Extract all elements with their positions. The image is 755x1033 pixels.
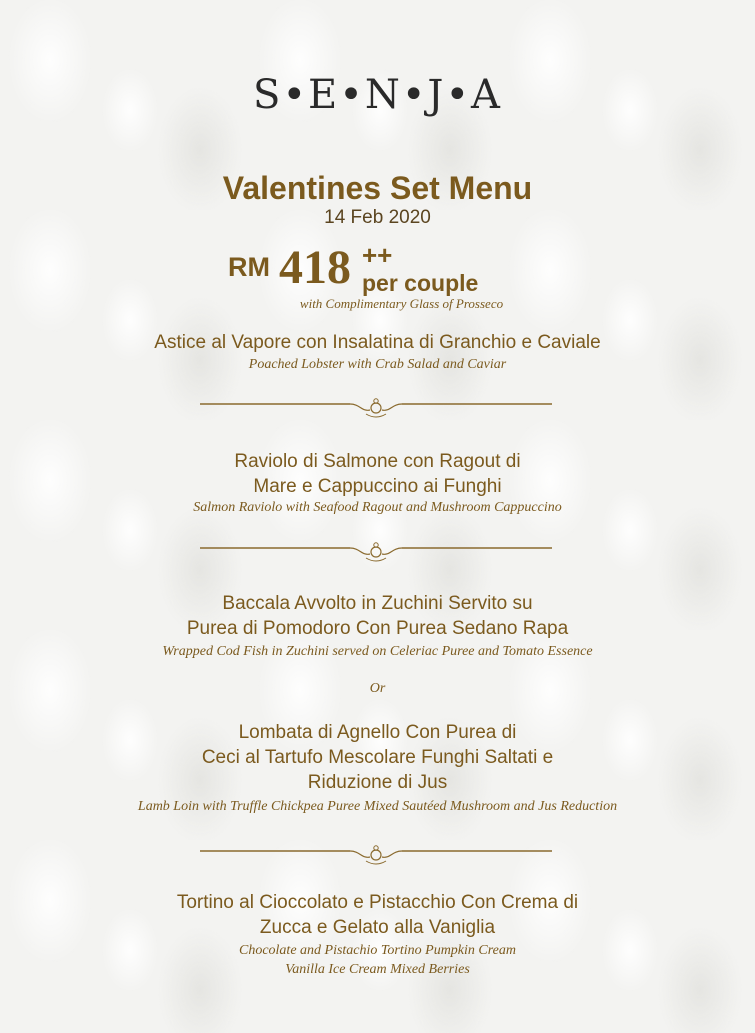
or-separator: Or	[369, 681, 386, 696]
course-line: Vanilla Ice Cream Mixed Berries	[285, 962, 470, 977]
course-2-italian	[0, 449, 755, 499]
course-line: Chocolate and Pistachio Tortino Pumpkin Cream	[238, 943, 516, 958]
course-4-italian	[0, 720, 755, 795]
ornament-divider	[200, 540, 552, 564]
course-4-english	[0, 797, 755, 816]
course-5-italian	[0, 890, 755, 940]
price-note: with Complimentary Glass of Prosseco	[299, 296, 504, 311]
menu-date: 14 Feb 2020	[324, 207, 431, 228]
price-amount: 418	[279, 241, 351, 294]
course-1-english	[0, 355, 755, 374]
course-3-italian	[0, 591, 755, 641]
course-line: Purea di Pomodoro Con Purea Sedano Rapa	[186, 618, 569, 639]
course-3-english	[0, 642, 755, 661]
course-2-english	[0, 498, 755, 517]
course-line: Zucca e Gelato alla Vaniglia	[259, 917, 496, 938]
course-line: Lamb Loin with Truffle Chickpea Puree Mixed Sautéed Mushroom and Jus Reduction	[137, 799, 618, 814]
course-line: Salmon Raviolo with Seafood Ragout and Mushroom Cappuccino	[193, 500, 562, 515]
restaurant-logo: S•E•N•J•A	[253, 72, 502, 118]
course-line: Baccala Avvolto in Zuchini Servito su	[222, 593, 533, 614]
course-line: Astice al Vapore con Insalatina di Granchio e Caviale	[154, 332, 601, 353]
price-currency: RM	[228, 252, 270, 282]
price-per: per couple	[362, 270, 479, 296]
course-line: Riduzione di Jus	[307, 772, 448, 793]
course-line: Mare e Cappuccino ai Funghi	[253, 476, 502, 497]
course-line: Tortino al Cioccolato e Pistacchio Con Crema di	[176, 892, 579, 913]
course-line: Lombata di Agnello Con Purea di	[238, 722, 517, 743]
course-line: Raviolo di Salmone con Ragout di	[234, 451, 521, 472]
course-5-english	[0, 941, 755, 979]
course-line: Wrapped Cod Fish in Zuchini served on Celeriac Puree and Tomato Essence	[162, 644, 593, 659]
menu-title: Valentines Set Menu	[222, 170, 533, 206]
course-line: Ceci al Tartufo Mescolare Funghi Saltati e	[201, 747, 554, 768]
price-suffix: ++	[362, 240, 393, 270]
ornament-divider	[200, 396, 552, 420]
ornament-divider	[200, 843, 552, 867]
course-line: Poached Lobster with Crab Salad and Caviar	[248, 357, 507, 372]
course-1-italian	[0, 330, 755, 355]
